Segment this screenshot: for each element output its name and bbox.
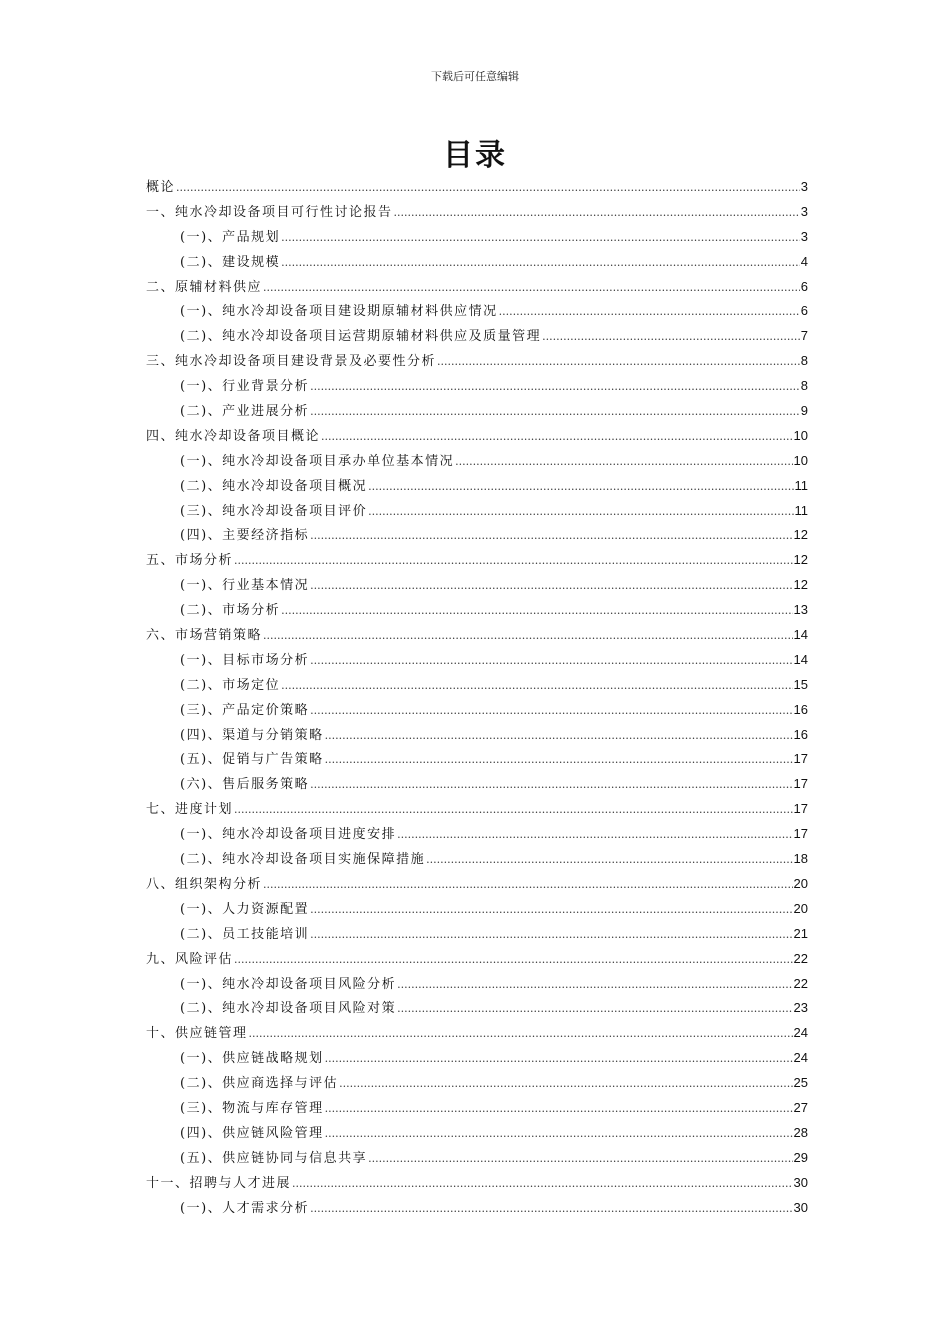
toc-entry[interactable]: [146, 1196, 808, 1221]
toc-entry[interactable]: [146, 175, 808, 200]
toc-dot-leader: [437, 350, 800, 375]
toc-entry-page: 4: [800, 253, 808, 269]
toc-entry[interactable]: [146, 897, 808, 922]
toc-entry[interactable]: [146, 1146, 808, 1171]
toc-entry[interactable]: [146, 275, 808, 300]
toc-entry-page: 9: [800, 403, 808, 419]
toc-dot-leader: [368, 475, 793, 500]
toc-dot-leader: [542, 325, 800, 350]
toc-dot-leader: [325, 1122, 793, 1147]
toc-entry-page: 22: [793, 975, 808, 991]
toc-dot-leader: [281, 251, 800, 276]
toc-entry-label: (二)、产业进展分析: [180, 404, 310, 420]
toc-entry-label: (一)、人力资源配置: [180, 901, 310, 917]
toc-entry-label: 二、原辅材料供应: [146, 279, 263, 295]
toc-entry-page: 30: [793, 1199, 808, 1215]
toc-dot-leader: [426, 848, 792, 873]
toc-entry-label: (一)、人才需求分析: [180, 1200, 310, 1216]
toc-entry-page: 13: [793, 602, 808, 618]
toc-entry-label: (四)、供应链风险管理: [180, 1125, 324, 1141]
toc-entry[interactable]: [146, 947, 808, 972]
toc-entry-label: (二)、纯水冷却设备项目实施保障措施: [180, 852, 426, 868]
toc-entry-label: 五、市场分析: [146, 553, 234, 569]
toc-entry-label: 概论: [146, 180, 176, 195]
toc-entry-page: 16: [793, 701, 808, 717]
toc-dot-leader: [263, 873, 793, 898]
toc-entry-page: 17: [793, 751, 808, 767]
toc-entry-page: 29: [793, 1149, 808, 1165]
toc-entry-page: 12: [793, 577, 808, 593]
toc-dot-leader: [263, 624, 793, 649]
toc-entry-label: 九、风险评估: [146, 951, 234, 967]
toc-entry[interactable]: [146, 349, 808, 374]
toc-entry-page: 6: [800, 303, 808, 319]
table-of-contents: [146, 175, 808, 1220]
toc-entry-label: (二)、供应商选择与评估: [180, 1076, 339, 1092]
toc-dot-leader: [397, 973, 792, 998]
toc-entry-label: (三)、产品定价策略: [180, 702, 310, 718]
toc-entry-page: 7: [800, 328, 808, 344]
toc-entry-label: 十一、招聘与人才进展: [146, 1175, 292, 1191]
toc-entry-label: (五)、供应链协同与信息共享: [180, 1150, 368, 1166]
toc-entry[interactable]: [146, 449, 808, 474]
toc-entry-label: 一、纯水冷却设备项目可行性讨论报告: [146, 204, 393, 220]
toc-title: 目录: [443, 138, 507, 173]
toc-entry[interactable]: [146, 200, 808, 225]
toc-entry-label: (六)、售后服务策略: [180, 777, 310, 793]
toc-entry-page: 25: [793, 1075, 808, 1091]
toc-entry-page: 28: [793, 1124, 808, 1140]
toc-entry-page: 30: [793, 1174, 808, 1190]
toc-dot-leader: [325, 1047, 793, 1072]
toc-entry-page: 3: [800, 179, 808, 194]
toc-dot-leader: [263, 276, 800, 301]
toc-dot-leader: [281, 226, 800, 251]
toc-dot-leader: [310, 375, 800, 400]
header-note: 下载后可任意编辑: [431, 70, 519, 83]
toc-entry-label: (二)、建设规模: [180, 254, 281, 270]
toc-dot-leader: [234, 549, 793, 574]
toc-entry[interactable]: [146, 872, 808, 897]
toc-entry[interactable]: [146, 822, 808, 847]
toc-entry-label: (四)、渠道与分销策略: [180, 727, 324, 743]
toc-entry-page: 8: [800, 353, 808, 369]
toc-dot-leader: [176, 176, 800, 201]
toc-entry-label: (一)、供应链战略规划: [180, 1051, 324, 1067]
toc-entry-page: 23: [793, 1000, 808, 1016]
toc-entry-page: 14: [793, 627, 808, 643]
toc-dot-leader: [310, 400, 800, 425]
toc-entry[interactable]: [146, 548, 808, 573]
toc-entry[interactable]: [146, 1171, 808, 1196]
toc-entry-label: (三)、物流与库存管理: [180, 1100, 324, 1116]
toc-entry[interactable]: [146, 623, 808, 648]
toc-entry-label: 八、组织架构分析: [146, 876, 263, 892]
toc-entry-page: 15: [793, 676, 808, 692]
toc-entry-label: (三)、纯水冷却设备项目评价: [180, 503, 368, 519]
toc-entry-label: 十、供应链管理: [146, 1026, 248, 1042]
toc-dot-leader: [281, 599, 792, 624]
toc-entry-label: 六、市场营销策略: [146, 628, 263, 644]
toc-dot-leader: [325, 748, 793, 773]
toc-entry[interactable]: [146, 523, 808, 548]
toc-entry[interactable]: [146, 996, 808, 1021]
toc-entry-label: (二)、员工技能培训: [180, 926, 310, 942]
toc-entry-page: 24: [793, 1025, 808, 1041]
toc-entry[interactable]: [146, 797, 808, 822]
toc-entry-page: 3: [800, 228, 808, 244]
toc-entry-page: 22: [793, 950, 808, 966]
toc-entry[interactable]: [146, 324, 808, 349]
toc-entry[interactable]: [146, 250, 808, 275]
toc-entry[interactable]: [146, 972, 808, 997]
toc-entry[interactable]: [146, 1046, 808, 1071]
toc-entry-label: (一)、产品规划: [180, 229, 281, 245]
toc-dot-leader: [394, 201, 800, 226]
toc-entry[interactable]: [146, 772, 808, 797]
toc-entry[interactable]: [146, 598, 808, 623]
toc-entry-label: (二)、市场定位: [180, 677, 281, 693]
toc-entry-page: 21: [793, 925, 808, 941]
toc-entry-page: 11: [794, 477, 808, 493]
toc-entry[interactable]: [146, 225, 808, 250]
toc-entry[interactable]: [146, 673, 808, 698]
toc-entry-page: 17: [793, 801, 808, 817]
toc-entry-page: 10: [793, 452, 808, 468]
toc-entry-page: 16: [793, 726, 808, 742]
toc-dot-leader: [325, 724, 793, 749]
toc-entry[interactable]: [146, 374, 808, 399]
toc-entry-label: (一)、行业背景分析: [180, 379, 310, 395]
toc-entry[interactable]: [146, 499, 808, 524]
toc-entry[interactable]: [146, 698, 808, 723]
toc-entry-page: 6: [800, 278, 808, 294]
toc-entry-page: 11: [794, 502, 808, 518]
toc-entry-page: 24: [793, 1050, 808, 1066]
toc-entry-page: 17: [793, 776, 808, 792]
toc-dot-leader: [368, 500, 793, 525]
toc-entry-page: 12: [793, 527, 808, 543]
toc-entry-label: (一)、纯水冷却设备项目承办单位基本情况: [180, 453, 455, 469]
toc-dot-leader: [310, 699, 792, 724]
toc-entry-label: 七、进度计划: [146, 802, 234, 818]
toc-dot-leader: [310, 649, 792, 674]
toc-entry-page: 12: [793, 552, 808, 568]
toc-entry-page: 20: [793, 900, 808, 916]
toc-entry-page: 14: [793, 651, 808, 667]
toc-entry-page: 17: [793, 826, 808, 842]
toc-entry-label: (一)、纯水冷却设备项目进度安排: [180, 827, 397, 843]
toc-entry-page: 27: [793, 1099, 808, 1115]
toc-entry-label: (一)、行业基本情况: [180, 578, 310, 594]
toc-dot-leader: [310, 574, 792, 599]
toc-dot-leader: [321, 425, 793, 450]
toc-entry-label: (二)、纯水冷却设备项目运营期原辅材料供应及质量管理: [180, 329, 542, 345]
toc-dot-leader: [455, 450, 792, 475]
toc-entry[interactable]: [146, 922, 808, 947]
toc-entry[interactable]: [146, 1096, 808, 1121]
toc-entry[interactable]: [146, 299, 808, 324]
toc-entry-label: (二)、市场分析: [180, 603, 281, 619]
toc-entry-page: 18: [793, 851, 808, 867]
toc-entry[interactable]: [146, 399, 808, 424]
toc-dot-leader: [397, 823, 792, 848]
toc-dot-leader: [397, 997, 792, 1022]
toc-dot-leader: [234, 948, 793, 973]
toc-dot-leader: [339, 1072, 792, 1097]
toc-dot-leader: [249, 1022, 793, 1047]
toc-entry-label: (二)、纯水冷却设备项目风险对策: [180, 1001, 397, 1017]
toc-dot-leader: [310, 898, 792, 923]
toc-dot-leader: [281, 674, 792, 699]
toc-dot-leader: [499, 300, 800, 325]
toc-entry-label: (一)、纯水冷却设备项目风险分析: [180, 976, 397, 992]
toc-entry[interactable]: [146, 847, 808, 872]
toc-entry-label: (一)、纯水冷却设备项目建设期原辅材料供应情况: [180, 304, 498, 320]
toc-entry[interactable]: [146, 648, 808, 673]
toc-entry[interactable]: [146, 723, 808, 748]
toc-entry[interactable]: [146, 474, 808, 499]
toc-dot-leader: [368, 1147, 792, 1172]
toc-entry-page: 20: [793, 875, 808, 891]
toc-dot-leader: [310, 524, 792, 549]
toc-dot-leader: [310, 1197, 792, 1222]
toc-dot-leader: [310, 773, 792, 798]
toc-entry[interactable]: [146, 1121, 808, 1146]
toc-entry[interactable]: [146, 1021, 808, 1046]
toc-entry[interactable]: [146, 747, 808, 772]
toc-entry-label: (二)、纯水冷却设备项目概况: [180, 478, 368, 494]
toc-dot-leader: [292, 1172, 793, 1197]
toc-entry[interactable]: [146, 424, 808, 449]
toc-entry[interactable]: [146, 573, 808, 598]
toc-entry-label: (一)、目标市场分析: [180, 652, 310, 668]
toc-entry-page: 3: [800, 203, 808, 219]
toc-entry-label: (五)、促销与广告策略: [180, 752, 324, 768]
toc-dot-leader: [234, 798, 793, 823]
toc-dot-leader: [310, 923, 792, 948]
toc-entry-label: 四、纯水冷却设备项目概论: [146, 428, 321, 444]
toc-entry-page: 8: [800, 378, 808, 394]
toc-entry-label: 三、纯水冷却设备项目建设背景及必要性分析: [146, 354, 437, 370]
toc-entry-page: 10: [793, 427, 808, 443]
toc-dot-leader: [325, 1097, 793, 1122]
toc-entry-label: (四)、主要经济指标: [180, 528, 310, 544]
toc-entry[interactable]: [146, 1071, 808, 1096]
